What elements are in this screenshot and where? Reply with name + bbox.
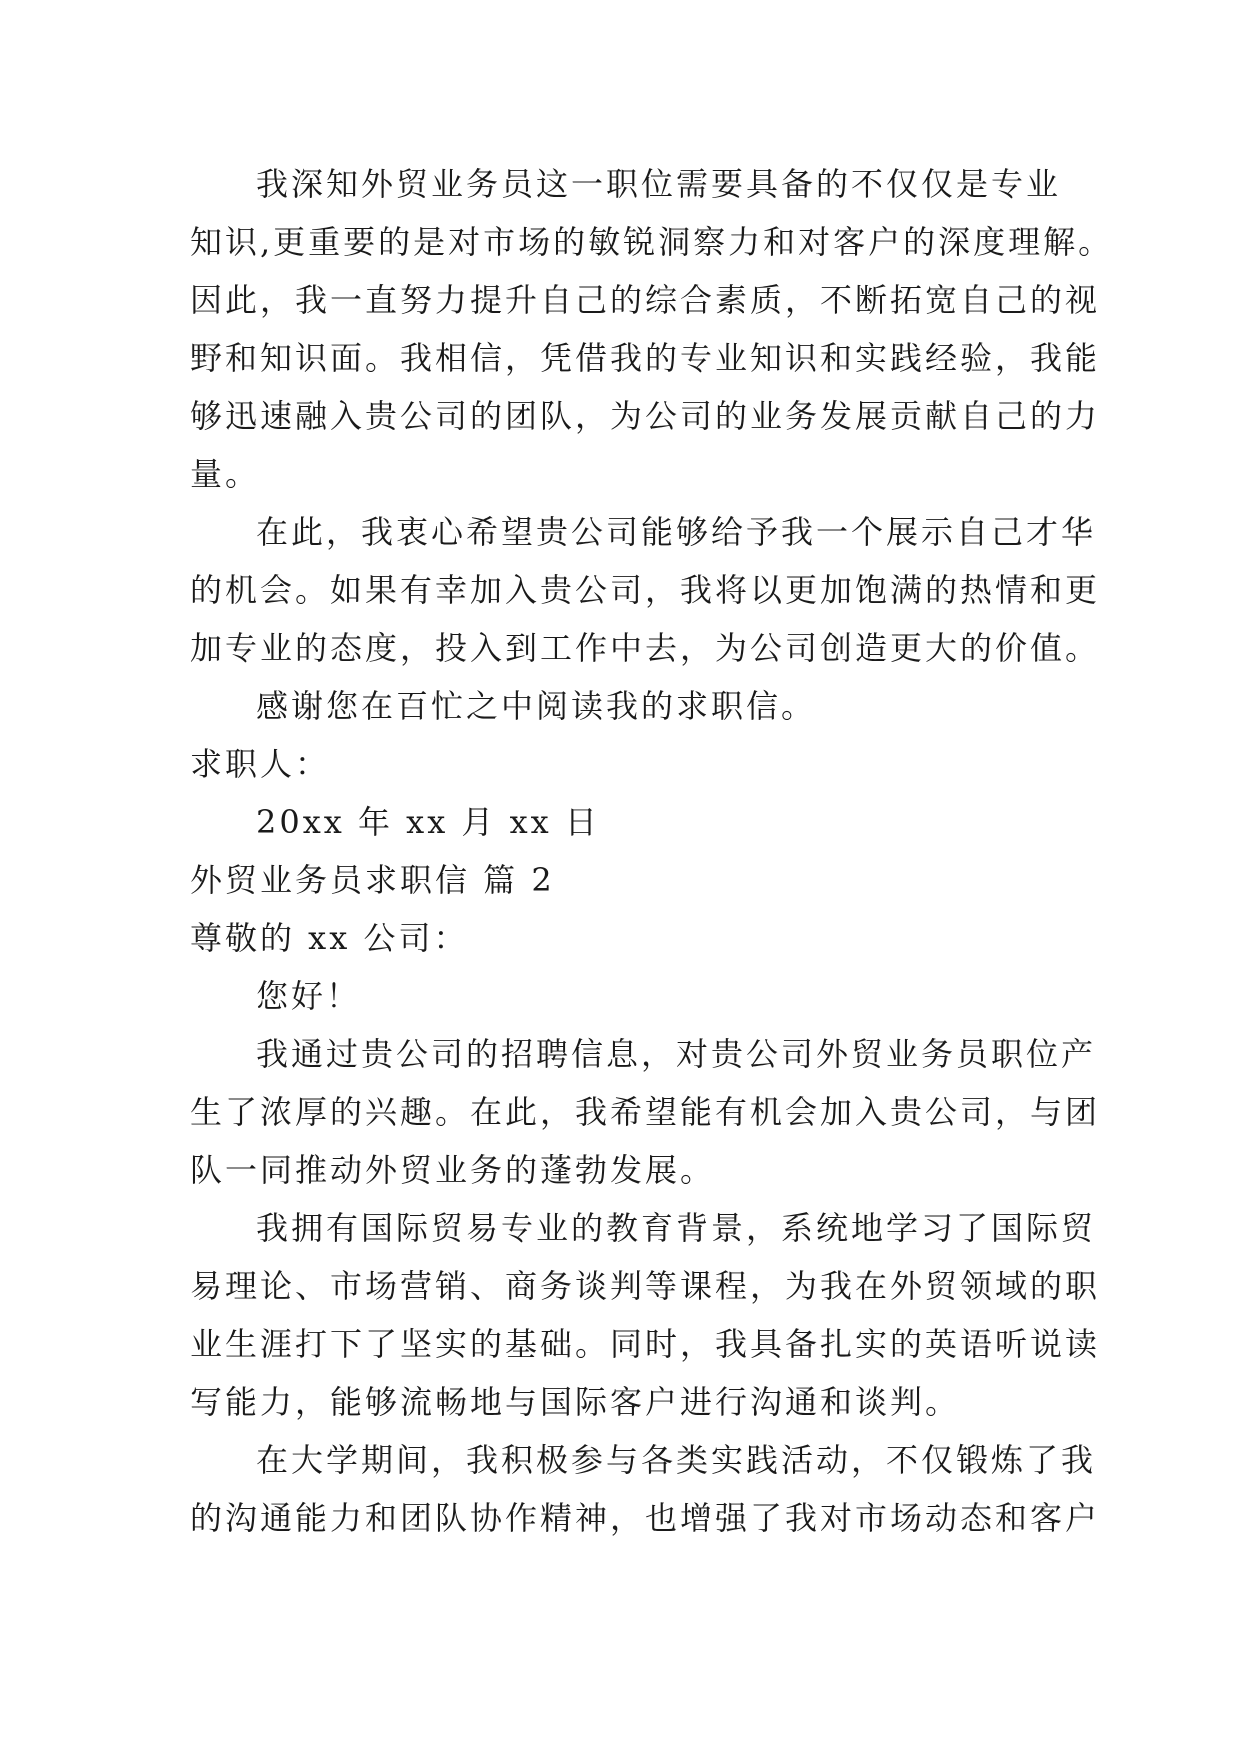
body-text-line: 野和知识面。我相信，凭借我的专业知识和实践经验，我能 xyxy=(190,339,1101,377)
body-text-line: 加专业的态度，投入到工作中去，为公司创造更大的价值。 xyxy=(190,629,1101,667)
body-text-line: 量。 xyxy=(190,455,261,493)
body-text-line: 够迅速融入贵公司的团队，为公司的业务发展贡献自己的力 xyxy=(190,397,1101,435)
body-text-line: 队一同推动外贸业务的蓬勃发展。 xyxy=(190,1151,716,1189)
body-text-line: 我通过贵公司的招聘信息，对贵公司外贸业务员职位产 xyxy=(256,1035,1097,1073)
body-text-line: 因此，我一直努力提升自己的综合素质，不断拓宽自己的视 xyxy=(190,281,1101,319)
body-text-line: 的机会。如果有幸加入贵公司，我将以更加饱满的热情和更 xyxy=(190,571,1101,609)
body-text-line: 我拥有国际贸易专业的教育背景，系统地学习了国际贸 xyxy=(256,1209,1097,1247)
greeting: 您好！ xyxy=(256,977,362,1015)
body-text-line: 在大学期间，我积极参与各类实践活动，不仅锻炼了我 xyxy=(256,1441,1097,1479)
body-text-line: 业生涯打下了坚实的基础。同时，我具备扎实的英语听说读 xyxy=(190,1325,1101,1363)
signature-label: 求职人： xyxy=(190,745,331,783)
salutation: 尊敬的 xx 公司： xyxy=(190,919,469,957)
body-text-line: 我深知外贸业务员这一职位需要具备的不仅仅是专业 xyxy=(256,165,1062,203)
body-text-line: 知识,更重要的是对市场的敏锐洞察力和对客户的深度理解。 xyxy=(190,223,1114,261)
body-text-line: 的沟通能力和团队协作精神，也增强了我对市场动态和客户 xyxy=(190,1499,1101,1537)
section-title: 外贸业务员求职信 篇 2 xyxy=(190,861,555,899)
closing-line: 感谢您在百忙之中阅读我的求职信。 xyxy=(256,687,817,725)
body-text-line: 写能力，能够流畅地与国际客户进行沟通和谈判。 xyxy=(190,1383,961,1421)
body-text-line: 生了浓厚的兴趣。在此，我希望能有机会加入贵公司，与团 xyxy=(190,1093,1101,1131)
body-text-line: 在此，我衷心希望贵公司能够给予我一个展示自己才华 xyxy=(256,513,1097,551)
body-text-line: 易理论、市场营销、商务谈判等课程，为我在外贸领域的职 xyxy=(190,1267,1101,1305)
date-line: 20xx 年 xx 月 xx 日 xyxy=(256,803,600,841)
